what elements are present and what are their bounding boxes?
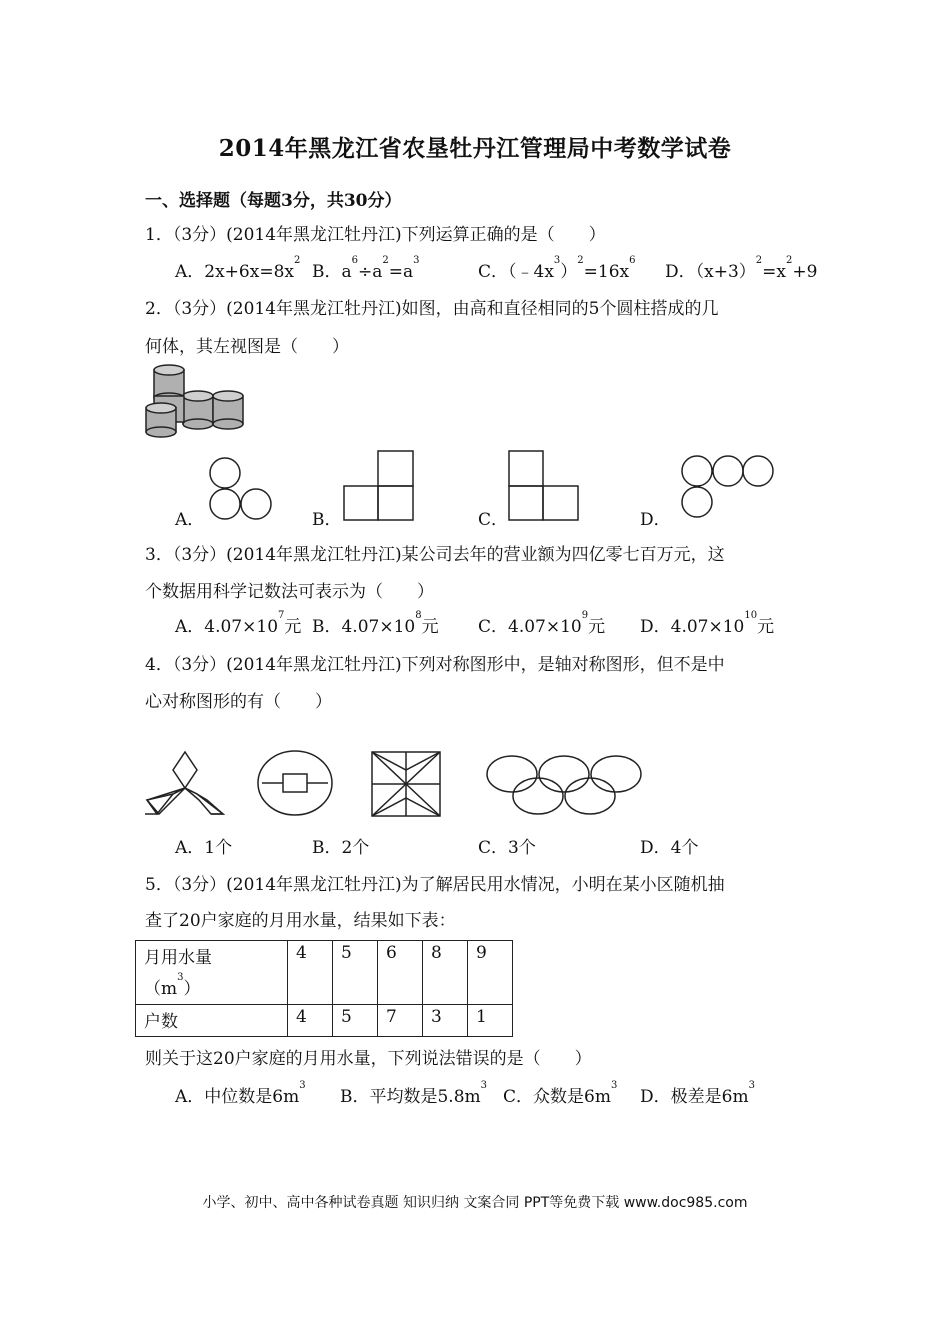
table-cell: 7 [378, 1005, 423, 1037]
q3-option-d: D．$4.07\times 10^{10}$元 [640, 610, 775, 637]
table-cell: 5 [333, 1005, 378, 1037]
q2-option-b-figure [342, 449, 416, 523]
table-cell: 8 [423, 941, 468, 1005]
q5-option-d: D．极差是$6m^3$ [640, 1080, 755, 1107]
q2-option-b-label: B． [312, 510, 342, 530]
table-cell: 1 [468, 1005, 513, 1037]
table-cell: 4 [288, 1005, 333, 1037]
q5-stem-line3: 则关于这20户家庭的月用水量，下列说法错误的是（ ） [145, 1049, 592, 1069]
page-title: 2014年黑龙江省农垦牡丹江管理局中考数学试卷 [218, 135, 732, 162]
q5-option-c: C．众数是$6m^3$ [503, 1080, 618, 1107]
table-row [136, 1005, 513, 1037]
q1-option-b: B．$a^6\div a^2=a^3$ [312, 255, 420, 282]
q2-stem-line1: 2．（3分）(2014年黑龙江牡丹江)如图，由高和直径相同的5个圆柱搭成的几 [145, 299, 719, 319]
q4-option-a: A．1个 [175, 838, 233, 858]
table-cell: 5 [333, 941, 378, 1005]
q4-pinwheel-figure [368, 750, 444, 818]
q4-option-d: D．4个 [640, 838, 699, 858]
cylinders-figure [140, 362, 250, 440]
table-cell: 4 [288, 941, 333, 1005]
q2-option-d-label: D． [640, 510, 671, 530]
q2-option-a-figure [205, 455, 275, 525]
footer-text: 小学、初中、高中各种试卷真题 知识归纳 文案合同 PPT等免费下载 www.doc985.com [202, 1195, 748, 1211]
q4-option-c: C．3个 [478, 838, 536, 858]
q3-option-b: B．$4.07\times 10^8$元 [312, 610, 439, 637]
q2-option-c-label: C． [478, 510, 509, 530]
q4-rings-figure [485, 750, 643, 820]
q4-ellipse-figure [255, 748, 335, 818]
q3-stem-line2: 个数据用科学记数法可表示为（ ） [145, 582, 434, 602]
q1-stem: 1．（3分）(2014年黑龙江牡丹江)下列运算正确的是（ ） [145, 225, 606, 245]
table-row [136, 941, 513, 1005]
row-header-usage: 月用水量 $(m^3)$ [136, 941, 288, 1005]
table-cell: 9 [468, 941, 513, 1005]
q2-option-c-figure [507, 449, 581, 523]
q1-option-d: D．$(x+3)^2=x^2+9$ [665, 255, 818, 282]
q4-rhombus-figure [143, 750, 227, 818]
water-usage-table [135, 940, 513, 1037]
q3-stem-line1: 3．（3分）(2014年黑龙江牡丹江)某公司去年的营业额为四亿零七百万元，这 [145, 545, 725, 565]
q3-option-c: C．$4.07\times 10^9$元 [478, 610, 606, 637]
row-header-households: 户数 [136, 1005, 288, 1037]
q5-option-a: A．中位数是$6m^3$ [175, 1080, 306, 1107]
q1-option-c: C．$(﹣4x^3)^2=16x^6$ [478, 255, 636, 282]
table-cell: 3 [423, 1005, 468, 1037]
q2-option-a-label: A． [175, 510, 205, 530]
q4-stem-line1: 4．（3分）(2014年黑龙江牡丹江)下列对称图形中，是轴对称图形，但不是中 [145, 655, 725, 675]
q4-stem-line2: 心对称图形的有（ ） [145, 692, 332, 712]
q1-option-a: A．$2x+6x=8x^2$ [175, 255, 301, 282]
section-heading: 一、选择题（每题3分，共30分） [145, 191, 402, 211]
q5-stem-line2: 查了20户家庭的月用水量，结果如下表： [145, 911, 456, 931]
q5-stem-line1: 5．（3分）(2014年黑龙江牡丹江)为了解居民用水情况，小明在某小区随机抽 [145, 875, 725, 895]
q2-stem-line2: 何体，其左视图是（ ） [145, 337, 349, 357]
table-cell: 6 [378, 941, 423, 1005]
q5-option-b: B．平均数是$5.8m^3$ [340, 1080, 488, 1107]
q2-option-d-figure [678, 452, 778, 522]
q3-option-a: A．$4.07\times 10^7$元 [175, 610, 302, 637]
q4-option-b: B．2个 [312, 838, 370, 858]
